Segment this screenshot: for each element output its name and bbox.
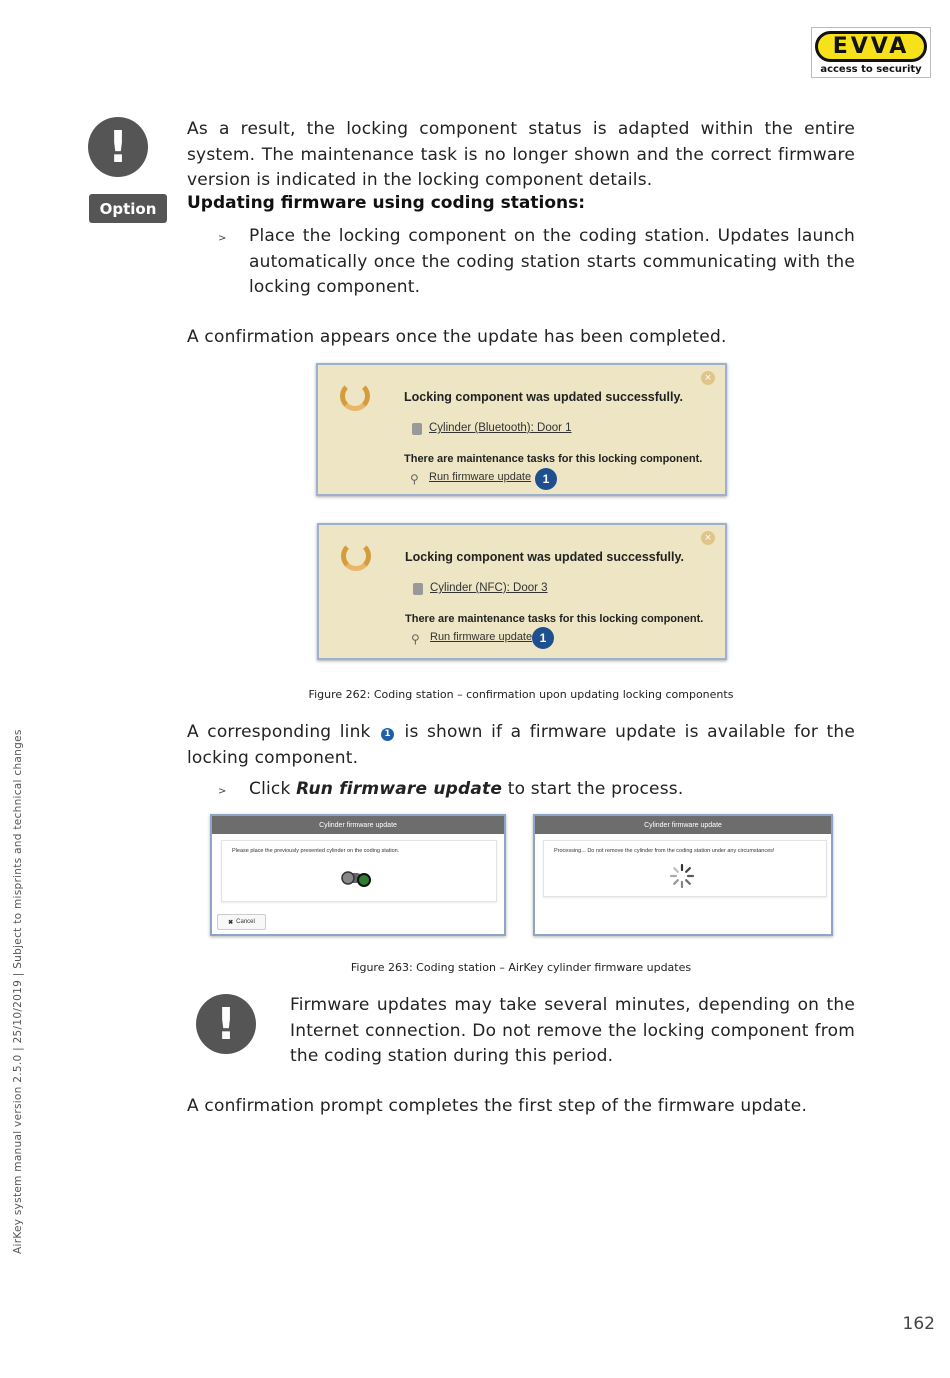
warning-icon: ! [88,117,148,177]
option-badge: Option [89,194,167,223]
close-icon[interactable]: × [701,371,715,385]
dialog-content [221,840,497,902]
figure-caption-262: Figure 262: Coding station – confirmation upon updating locking components [308,688,734,701]
notification-bluetooth [316,363,727,496]
maintenance-text: There are maintenance tasks for this locking component. [405,613,704,625]
component-link[interactable]: Cylinder (Bluetooth): Door 1 [429,422,572,434]
run-firmware-update-link[interactable]: Run firmware update [429,471,532,483]
sync-icon [340,381,370,411]
cylinder-icon [340,867,376,889]
run-firmware-update-link[interactable]: Run firmware update [430,631,533,643]
callout-number: 1 [532,627,554,649]
paragraph-confirmation: A confirmation appears once the update has been completed. [187,327,727,347]
notification-nfc [317,523,727,660]
maintenance-text: There are maintenance tasks for this locking component. [404,453,703,465]
bullet-marker: > [218,786,227,797]
logo-tagline: access to security [820,64,922,75]
callout-number: 1 [381,728,394,741]
loading-spinner-icon [669,863,695,889]
figure-caption-263: Figure 263: Coding station – AirKey cylinder firmware updates [350,961,692,974]
run-firmware-update-label: Run firmware update [296,779,503,799]
heading-coding-stations: Updating firmware using coding stations: [187,193,586,213]
key-icon: ⚲ [410,472,419,486]
bullet-text-after: to start the process. [507,779,684,799]
paragraph-result: As a result, the locking component status is adapted within the entire system. The maintenance task is no longer shown and the correct firmware version is indicated in the locking component details. [187,119,855,190]
dialog-title: Cylinder firmware update [212,816,504,834]
lock-icon [412,423,422,435]
warning-icon: ! [196,994,256,1054]
firmware-update-dialog-waiting [210,814,506,936]
dialog-message: Processing... Do not remove the cylinder from the coding station under any circumstances! [554,848,775,854]
bullet-place-component: Place the locking component on the coding station. Updates launch automatically once the coding station starts communicating with the locking component. [249,226,855,297]
close-icon[interactable]: × [701,531,715,545]
page-number: 162 [902,1314,935,1334]
component-link[interactable]: Cylinder (NFC): Door 3 [430,582,548,594]
notification-title: Locking component was updated successfully. [404,390,683,404]
bullet-click-run [249,777,683,803]
dialog-message: Please place the previously presented cylinder on the coding station. [232,848,400,854]
paragraph-corresponding-link [187,720,855,771]
side-footer-text: AirKey system manual version 2.5.0 | 25/10/2019 | Subject to misprints and technical changes [12,729,24,1254]
cancel-label: Cancel [236,919,255,925]
paragraph-confirmation-prompt: A confirmation prompt completes the first step of the firmware update. [187,1096,808,1116]
cancel-button[interactable] [217,914,266,930]
dialog-content [543,840,827,897]
notification-title: Locking component was updated successfully. [405,550,684,564]
callout-number: 1 [535,468,557,490]
paragraph-text-before: A corresponding link [187,722,371,742]
bullet-marker: > [218,233,227,244]
firmware-update-dialog-processing [533,814,833,936]
lock-icon [413,583,423,595]
dialog-title: Cylinder firmware update [535,816,831,834]
key-icon: ⚲ [411,632,420,646]
paragraph-text-after: is shown if a firmware update is available for the locking component. [187,722,855,768]
close-icon: ✖ [228,919,234,926]
warning-firmware-duration: Firmware updates may take several minutes, depending on the Internet connection. Do not remove the locking component from the coding station during this period. [290,995,855,1066]
evva-logo [811,27,931,78]
logo-wordmark: EVVA [815,31,927,62]
bullet-text-before: Click [249,779,291,799]
sync-icon [341,541,371,571]
